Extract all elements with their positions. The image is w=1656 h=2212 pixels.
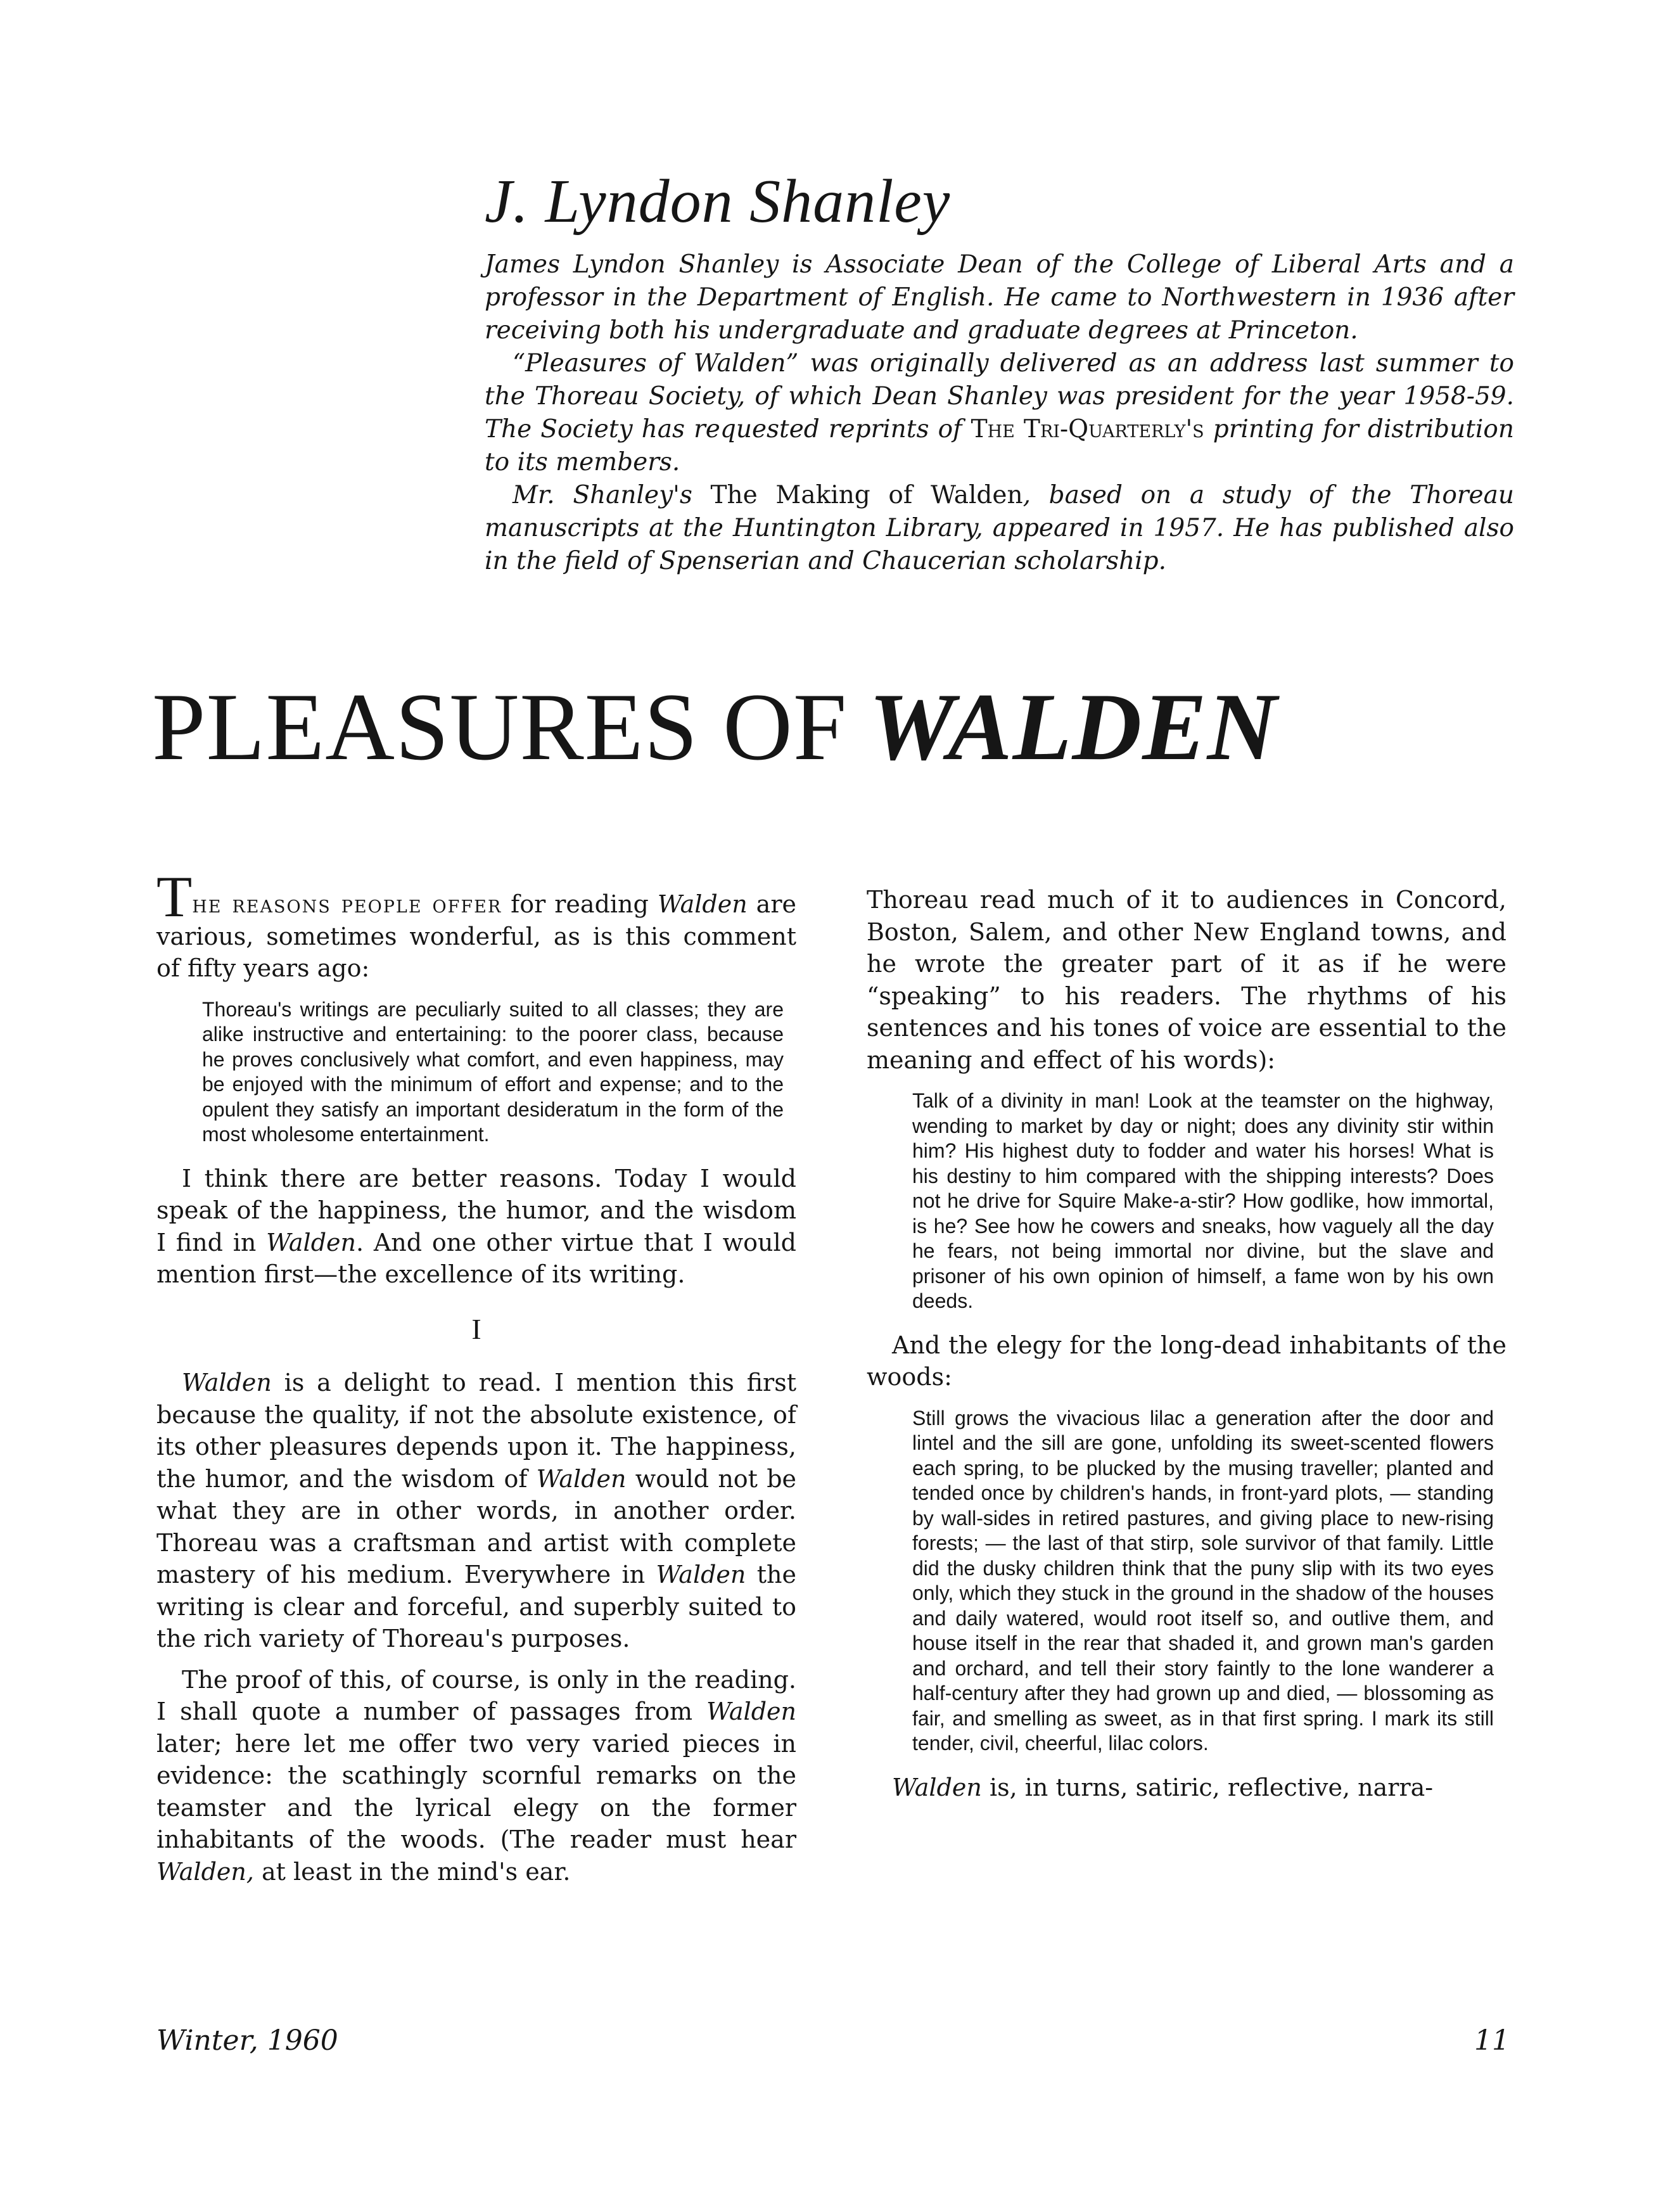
body-text: are various, sometimes wonderful, as is this comment of fifty years ago: — [156, 890, 796, 982]
block-quote: Thoreau's writings are peculiarly suited to all classes; they are alike instructive and entertaining: to the poorer class, because he proves conclusively what comfort, and even happiness, may be enjoyed with the minimum of effort and expense; and to the opulent they satisfy an important desideratum in the form of the most wholesome entertainment. — [202, 997, 784, 1146]
body-text: the writing is clear and forceful, and superbly suited to the rich variety of Thoreau's purposes. — [156, 1561, 797, 1653]
book-title: Walden — [657, 890, 748, 918]
author-name: J. Lyndon Shanley — [485, 167, 951, 236]
issue-date: Winter, 1960 — [156, 2024, 338, 2057]
right-column — [867, 884, 1506, 1812]
book-title: Walden — [706, 1697, 796, 1725]
book-title: Walden, — [156, 1857, 254, 1886]
bio-text: “Pleasures of Walden” was originally delivered as an address last summer to the Thoreau Society, of which Dean Shanley was president for the year 1958-59. The Society has requested reprints of — [485, 349, 1514, 444]
book-title: Walden — [536, 1464, 627, 1493]
block-quote: Talk of a divinity in man! Look at the teamster on the highway, wending to market by day or night; does any divinity stir within him? His highest duty to fodder and water his horses! What is his destiny to him compared with the shipping interests? Does not he drive for Squire Make-a-stir? How godlike, how immortal, is he? See how he cowers and sneaks, how vaguely all the day he fears, not being immortal nor divine, but the slave and prisoner of his own opinion of himself, a fame won by his own deeds. — [912, 1089, 1494, 1312]
bio-text: Mr. Shanley's — [513, 481, 711, 509]
left-column — [156, 864, 797, 1896]
journal-name: The Tri-Quarterly's — [971, 415, 1204, 444]
bio-paragraph — [485, 347, 1514, 479]
bio-text: printing for distribution to its members. — [485, 415, 1514, 476]
body-text: for reading — [502, 890, 658, 918]
body-paragraph — [156, 1163, 796, 1291]
block-quote: Still grows the vivacious lilac a generation after the door and lintel and the sill are gone, unfolding its sweet-scented flowers each spring, to be plucked by the musing traveller; planted and tended once by children's hands, in front-yard plots, — standing by wall-sides in retired pastures, and giving place to new-rising forests; — the last of that stirp, sole survivor of that family. Little did the dusky children think that the puny slip with its two eyes only, which they stuck in the ground in the shadow of the houses and daily watered, would root itself so, and outlive them, and house itself in the rear that shaded it, and grown man's garden and orchard, and tell their story faintly to the lone wanderer a half-century after they had grown up and died, — blossoming as fair, and smelling as sweet, as in that first spring. I mark its still tender, civil, cheerful, lilac colors. — [912, 1406, 1494, 1755]
body-text: is, in turns, satiric, reflective, narra- — [981, 1773, 1434, 1801]
title-main: PLEASURES OF — [152, 674, 848, 780]
article-title — [152, 672, 1277, 782]
author-bio — [485, 248, 1514, 578]
body-text: at least in the mind's ear. — [253, 1857, 571, 1886]
body-paragraph: And the elegy for the long-dead inhabitants of the woods: — [867, 1331, 1506, 1391]
opening-paragraph — [156, 864, 796, 985]
body-text: I think there are better reasons. Today I would speak of the happiness, the humor, and the wisdom I find in — [156, 1164, 796, 1256]
body-text: The proof of this, of course, is only in the reading. I shall quote a number of passages from — [156, 1665, 796, 1725]
title-italic: WALDEN — [869, 674, 1278, 780]
body-text: . And one other virtue that I would mention first—the excellence of its writing. — [156, 1228, 796, 1288]
body-text: is a delight to read. I mention this first because the quality, if not the absolute existence, of its other pleasures depends upon it. The happiness, the humor, and the wisdom of — [156, 1369, 796, 1493]
section-number: I — [471, 1312, 481, 1345]
lead-in: he reasons people offer — [192, 890, 502, 918]
body-paragraph: Thoreau read much of it to audiences in Concord, Boston, Salem, and other New England towns, and he wrote the greater part of it as if he were “speaking” to his readers. The rhythms of his sentences and his tones of voice are essential to the meaning and effect of his words): — [867, 886, 1506, 1074]
book-title: Walden — [182, 1369, 272, 1397]
bio-text: , based on a study of the Thoreau manuscripts at the Huntington Library, appeared in 1957. He has published also in the field of Spenserian and Chaucerian scholarship. — [485, 481, 1514, 575]
bio-paragraph — [485, 248, 1514, 347]
body-text: would not be what they are in other words, in another order. Thoreau was a craftsman and artist with complete mastery of his medium. Everywhere in — [156, 1464, 797, 1589]
book-title: The Making of Walden — [710, 481, 1023, 509]
book-title: Walden — [656, 1561, 746, 1589]
book-title: Walden — [892, 1773, 982, 1801]
body-paragraph — [156, 1664, 796, 1888]
body-paragraph — [156, 1367, 796, 1655]
page-number: 11 — [1474, 2024, 1510, 2057]
drop-cap: T — [156, 864, 193, 929]
book-title: Walden — [266, 1228, 356, 1256]
body-text: later; here let me offer two very varied pieces in evidence: the scathingly scornful remarks on the teamster and the lyrical elegy on the former inhabitants of the woods. (The reader must hear — [156, 1729, 796, 1853]
bio-paragraph — [485, 479, 1514, 578]
body-paragraph — [867, 1772, 1506, 1804]
bio-text: James Lyndon Shanley is Associate Dean of the College of Liberal Arts and a professor in the Department of English. He came to Northwestern in 1936 after receiving both his undergraduate and graduate degrees at Princeton. — [485, 250, 1514, 345]
